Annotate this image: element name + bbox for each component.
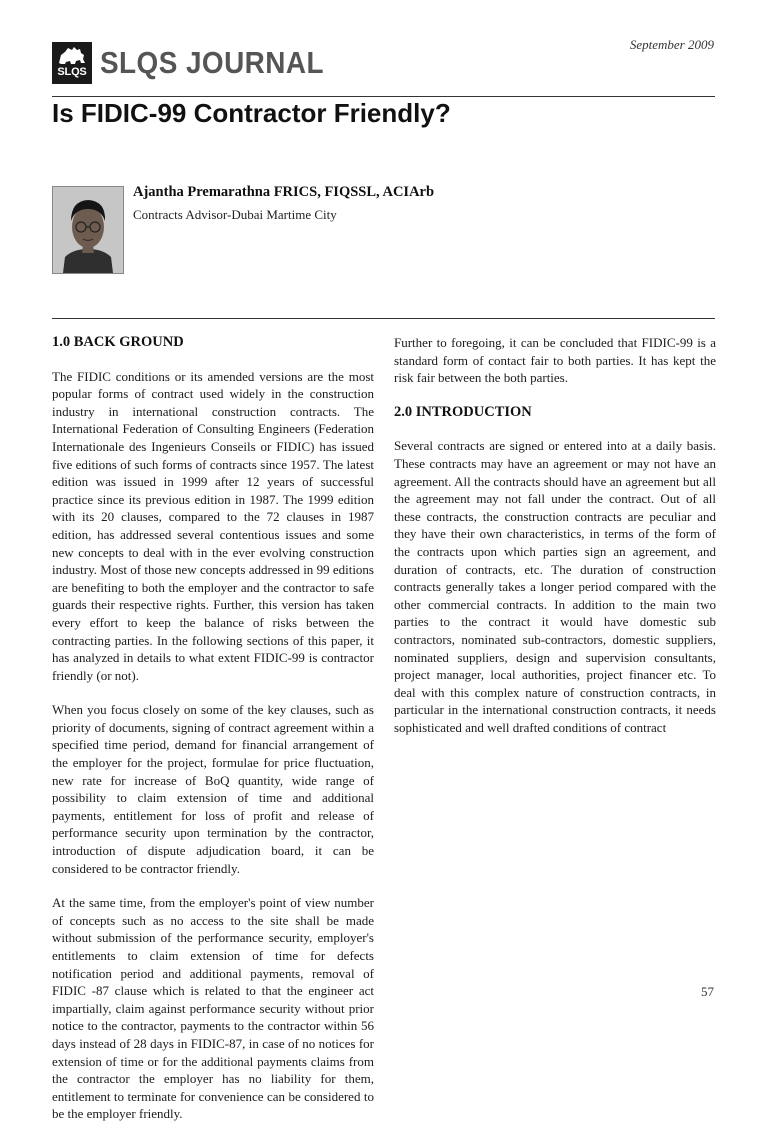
left-column (52, 334, 374, 1140)
journal-logo (52, 42, 92, 84)
paragraph: The FIDIC conditions or its amended versions are the most popular forms of contract used widely in the construction industry in international construction contracts. The International Federation of Consulting Engineers (Federation Internationale des Ingenieurs Conseils or FIDIC) has issued five editions of such forms of contracts since 1957. The latest edition was issued in 1999 after 12 years of successful practice since its previous edition in 1987. The 1999 edition with its 20 clauses, compared to the 72 clauses in 1987 edition, has addressed several contentious issues and some new concepts to deal with in the ever evolving construction industry. Most of those new concepts addressed in 99 editions are benefiting to both the employer and the contractor to safe guards their respective rights. Further, this version has taken every effort to keep the balance of risks between the contracting parties. In the following sections of this paper, it has analyzed in details to what extent FIDIC-99 is contractor friendly (or not). (52, 368, 374, 683)
paragraph: At the same time, from the employer's point of view number of concepts such as no access to the site shall be made without submission of the performance security, employer's entitlements to claim extension of time for defects notification period and additional payments, removal of FIDIC -87 clause which is related to that the engineer act impartially, claim against performance security without prior notice to the contractor, payments to the contractor within 56 days instead of 28 days in FIDIC-87, in case of no notices for extension of time or for the additional payments claims from the contractor the employer has no liability for them, entitlement to terminate for convenience can be considered to be the employer friendly. (52, 895, 374, 1122)
byline-divider (52, 318, 715, 319)
paragraph: Further to foregoing, it can be concluded that FIDIC-99 is a standard form of contact fair to both parties. It has kept the risk fair between the both parties. (394, 335, 716, 386)
author-name: Ajantha Premarathna FRICS, FIQSSL, ACIArb (133, 184, 435, 200)
journal-name: SLQS JOURNAL (100, 45, 324, 80)
lion-emblem-icon (56, 45, 88, 67)
logo-text: SLQS (57, 66, 87, 78)
author-role: Contracts Advisor-Dubai Martime City (133, 207, 337, 222)
author-portrait-icon (53, 187, 123, 273)
header-divider (52, 96, 715, 97)
section-heading-background: 1.0 BACK GROUND (52, 334, 184, 350)
paragraph: Several contracts are signed or entered into at a daily basis. These contracts may have an agreement or may not have an agreement. All the contracts should have an agreement but all the agreement may not fall under the contract. Out of all these contracts, the construction contracts are peculiar and they have their own characteristics, in terms of the form of the contracts upon which parties sign an agreement, and duration of contracts, etc. The duration of construction contracts generally takes a longer period compared with the other commercial contracts. In addition to the main two parties to the contract it would have domestic sub contractors, nominated sub-contractors, domestic suppliers, nominated suppliers, design and supervision consultants, project manager, local authorities, project financer etc. To deal with this complex nature of construction contracts, in particular in the international construction contracts, it needs sophisticated and well drafted conditions of contract (394, 438, 716, 735)
issue-date: September 2009 (629, 37, 714, 52)
right-column (394, 334, 716, 753)
article-title: Is FIDIC-99 Contractor Friendly? (52, 98, 451, 128)
section-heading-introduction: 2.0 INTRODUCTION (394, 403, 532, 420)
page-number: 57 (701, 984, 714, 999)
paragraph: When you focus closely on some of the key clauses, such as priority of documents, signing of contract agreement within a specified time period, demand for financial arrangement of the employer for the project, formulae for price fluctuation, new rate for increase of BoQ quantity, wide range of possibility to claim extension of time and additional payments, entitlement for loss of profit and release of performance security upon termination by the contractor, introduction of dispute adjudication board, it can be considered to be contractor friendly. (52, 702, 374, 876)
author-photo (52, 186, 124, 274)
